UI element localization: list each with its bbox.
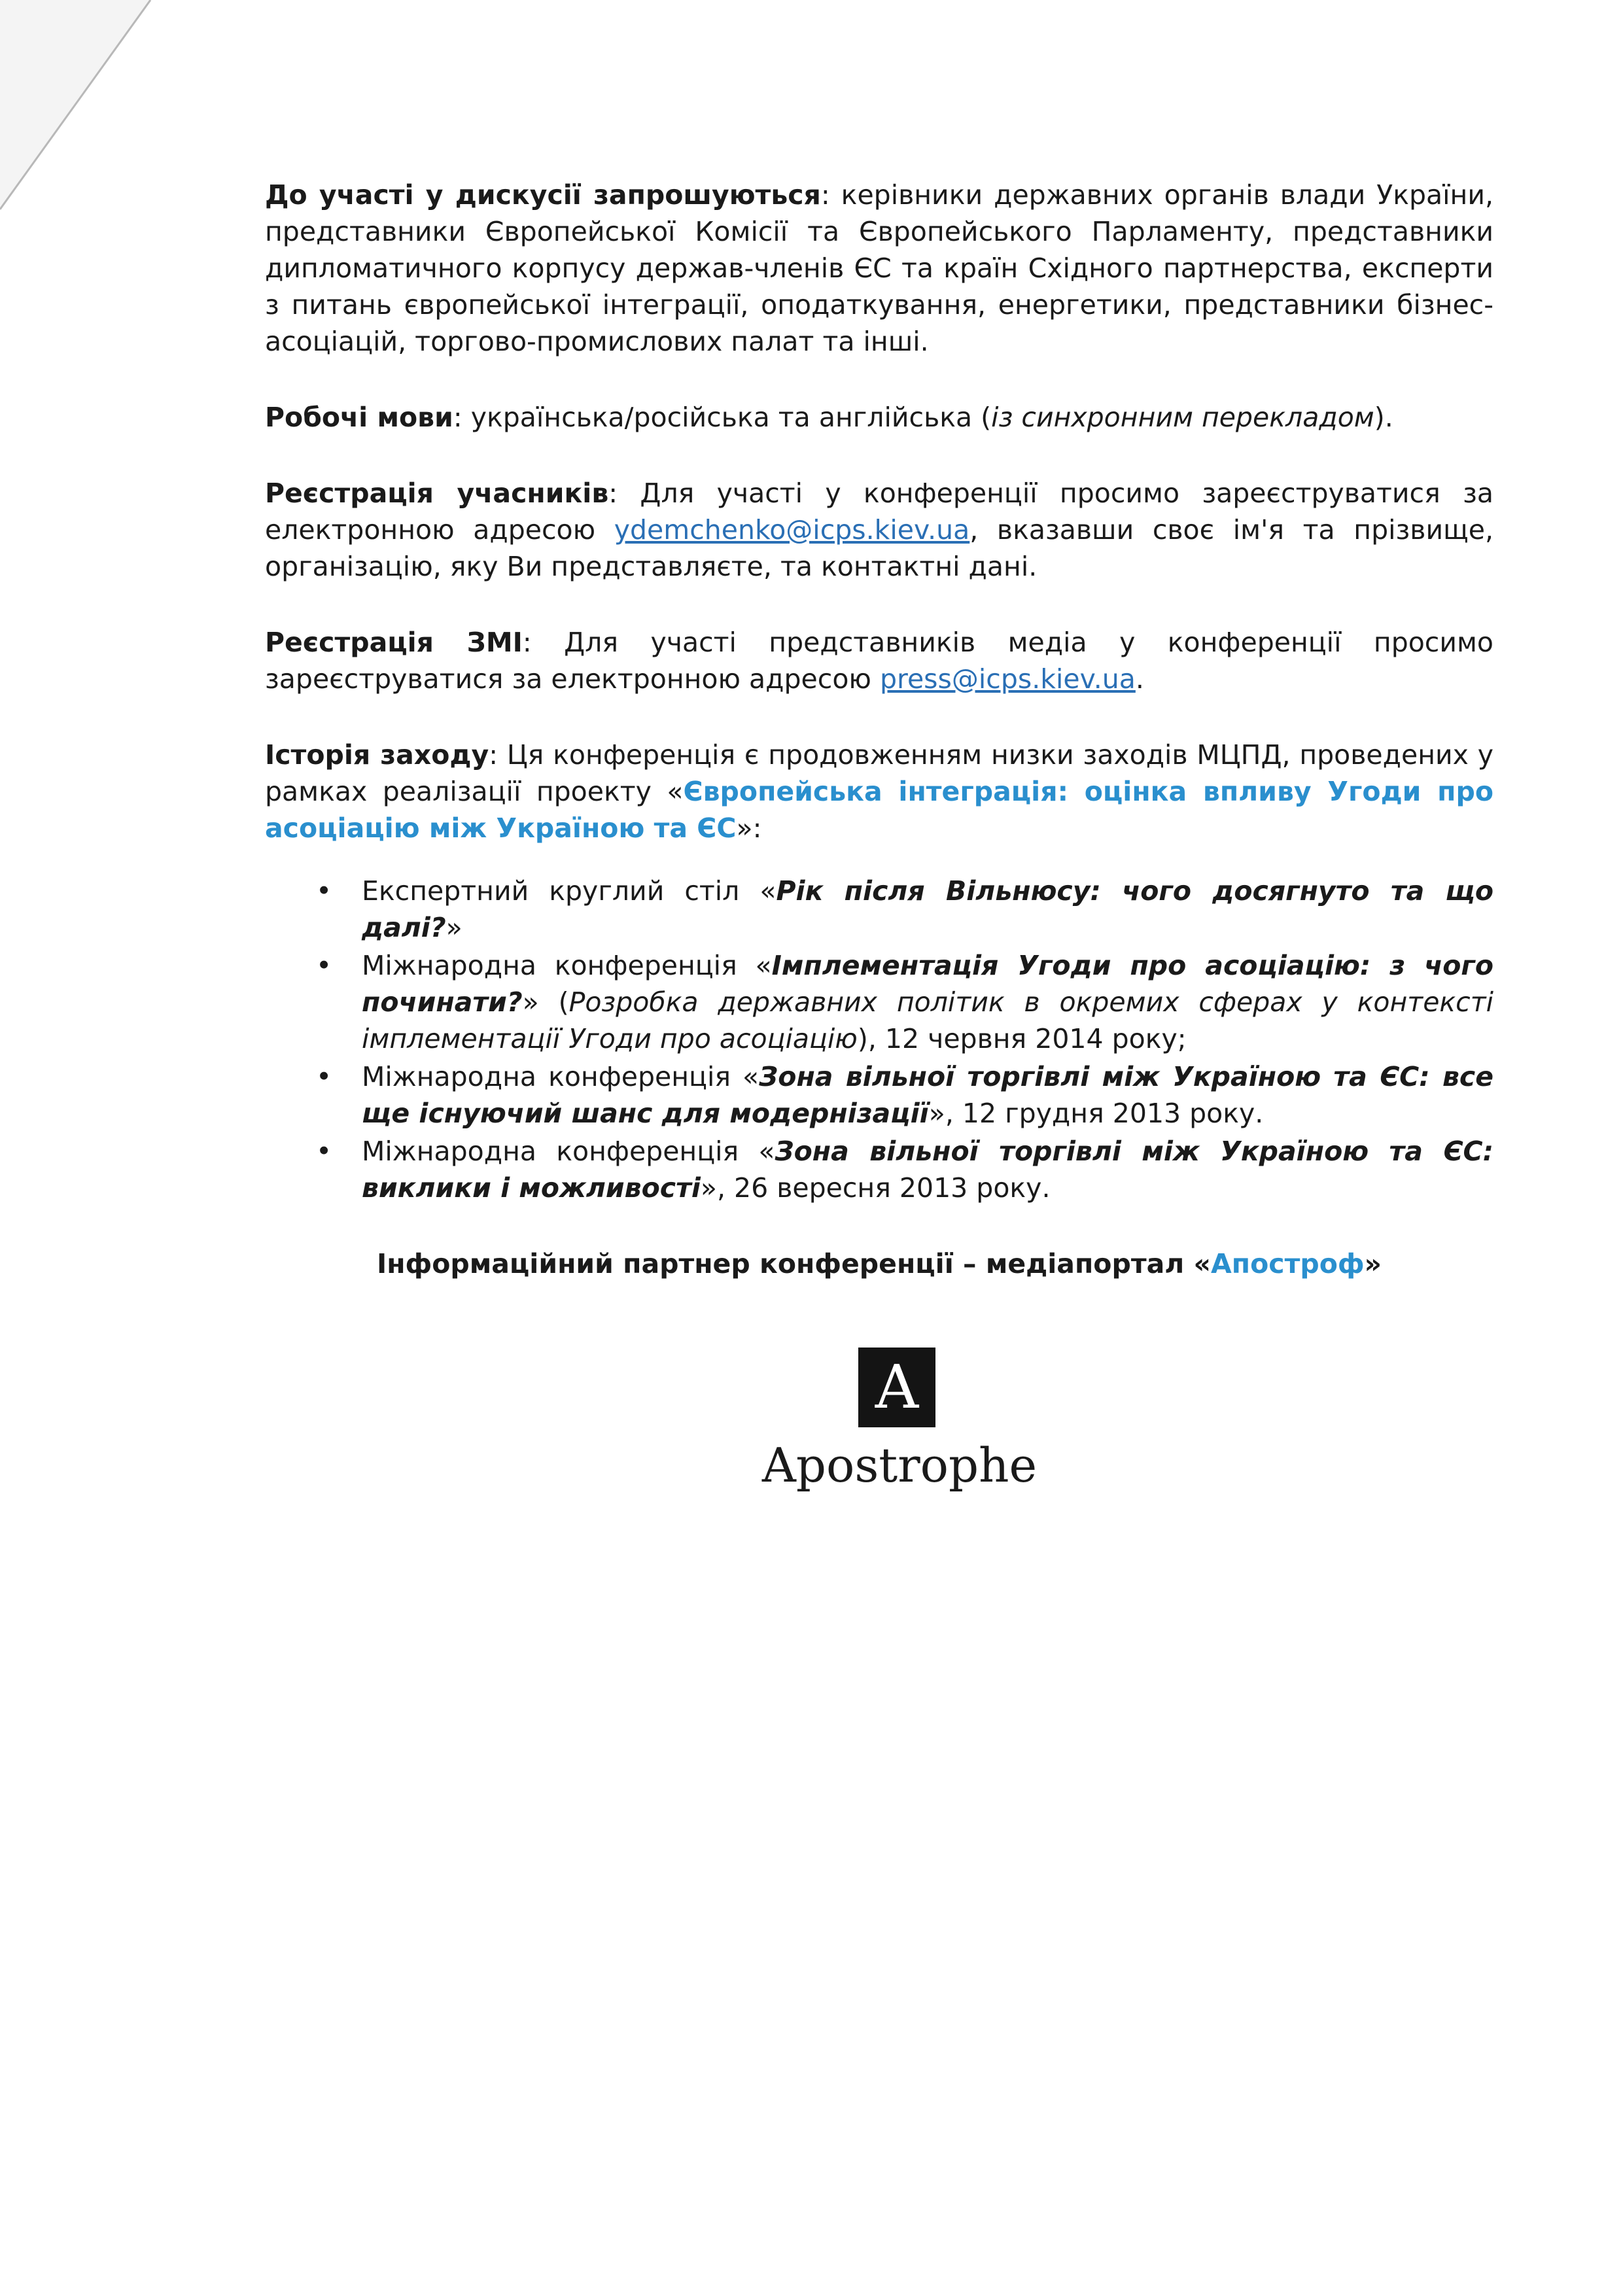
event-note-close: ), 12 червня 2014 року; <box>857 1023 1187 1054</box>
bullet-icon: • <box>316 1061 332 1092</box>
bullet-icon: • <box>316 875 332 907</box>
media-label: Реєстрація ЗМІ <box>265 627 523 658</box>
list-item <box>265 1133 1493 1206</box>
list-item <box>265 873 1493 946</box>
history-paragraph <box>265 737 1493 846</box>
languages-label: Робочі мови <box>265 402 453 433</box>
languages-text: : українська/російська та англійська ( <box>453 402 992 433</box>
bullet-icon: • <box>316 950 332 981</box>
event-suffix: », 12 грудня 2013 року. <box>928 1098 1264 1129</box>
registration-label: Реєстрація учасників <box>265 478 609 509</box>
invited-paragraph <box>265 177 1493 360</box>
list-item <box>265 1058 1493 1132</box>
event-note: Розробка державних політик в окремих сферах у контексті імплементації Угоди про асоціацію <box>362 986 1493 1054</box>
event-note-open: ( <box>558 986 569 1018</box>
languages-paragraph <box>265 399 1493 436</box>
registration-text-before: : Для участі у конференції просимо зареєструватися за електронною адресою <box>265 478 1493 546</box>
page-corner-fold <box>0 0 157 216</box>
events-list <box>265 873 1493 1206</box>
media-paragraph <box>265 624 1493 697</box>
invited-label: До участі у дискусії запрошуються <box>265 179 821 211</box>
history-label: Історія заходу <box>265 739 489 771</box>
event-suffix: » <box>522 986 559 1018</box>
apostrophe-logo <box>746 1348 1053 1518</box>
languages-end: ). <box>1374 402 1393 433</box>
partner-end: » <box>1364 1248 1382 1279</box>
media-partner-line <box>265 1245 1493 1282</box>
media-text-after: . <box>1135 663 1144 695</box>
event-prefix: Міжнародна конференція « <box>362 950 772 981</box>
event-suffix: » <box>445 912 462 943</box>
event-title: Рік після Вільнюсу: чого досягнуто та що далі? <box>362 875 1494 943</box>
event-title: Зона вільної торгівлі між Україною та ЄС: виклики і можливості <box>362 1136 1494 1204</box>
history-end: »: <box>736 812 762 844</box>
media-email-link[interactable]: press@icps.kiev.ua <box>879 663 1136 695</box>
history-project: Європейська інтеграція: оцінка впливу Угоди про асоціацію між Україною та ЄС <box>265 776 1494 844</box>
event-title: Імплементація Угоди про асоціацію: з чого починати? <box>362 950 1493 1018</box>
event-prefix: Міжнародна конференція « <box>362 1136 775 1167</box>
registration-text-after: , вказавши своє ім'я та прізвище, організацію, яку Ви представляєте, та контактні дані. <box>265 514 1493 582</box>
partner-text: Інформаційний партнер конференції – медіапортал « <box>376 1248 1212 1279</box>
registration-email-link[interactable]: ydemchenko@icps.kiev.ua <box>614 514 970 546</box>
logo-mark-icon: A <box>858 1348 935 1427</box>
event-prefix: Експертний круглий стіл « <box>362 875 777 907</box>
languages-italic: із синхронним перекладом <box>991 402 1374 433</box>
invited-text: : керівники державних органів влади України, представники Європейської Комісії та Європейського Парламенту, представники дипломатичного корпусу держав-членів ЄС та країн Східного партнерства, експерти з питань європейської інтеграції, оподаткування, енергетики, представники бізнес-асоціацій, торгово-промислових палат та інші. <box>265 179 1493 357</box>
history-text: : Ця конференція є продовженням низки заходів МЦПД, проведених у рамках реалізації проекту « <box>265 739 1493 807</box>
event-title: Зона вільної торгівлі між Україною та ЄС: все ще існуючий шанс для модернізації <box>362 1061 1494 1129</box>
event-prefix: Міжнародна конференція « <box>362 1061 759 1092</box>
media-text-before: : Для участі представників медіа у конференції просимо зареєструватися за електронною адресою <box>265 627 1494 695</box>
list-item <box>265 947 1493 1057</box>
registration-paragraph <box>265 475 1493 585</box>
document-body <box>265 177 1493 1282</box>
logo-wordmark: Apostrophe <box>761 1438 1038 1493</box>
event-suffix: », 26 вересня 2013 року. <box>700 1172 1051 1204</box>
partner-name: Апостроф <box>1211 1248 1365 1279</box>
bullet-icon: • <box>316 1136 332 1167</box>
